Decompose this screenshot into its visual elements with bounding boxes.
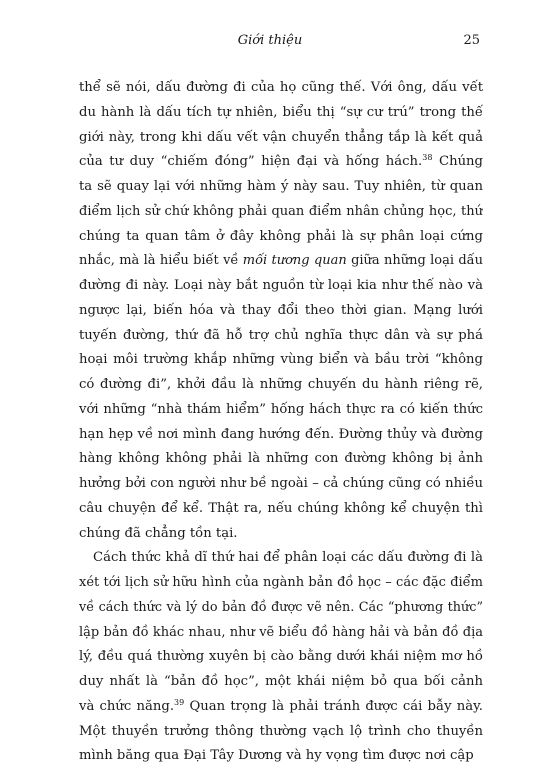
- text-line: có đường đi”, khởi đầu là những chuyến du hành riêng rẽ,: [79, 377, 483, 392]
- text-line: Cách thức khả dĩ thứ hai để phân loại các dấu đường đi là: [93, 550, 483, 566]
- text-line: du hành là dấu tích tự nhiên, biểu thị “sự cư trú” trong thế: [79, 104, 483, 120]
- text-line: nhắc, mà là hiểu biết về mối tương quan giữa những loại dấu: [79, 253, 483, 269]
- text-line: mình băng qua Đại Tây Dương và hy vọng tìm được nơi cập: [79, 748, 474, 764]
- body-text: [79, 76, 483, 769]
- text-line: hàng không không phải là những con đường không bị ảnh: [79, 451, 483, 467]
- page-number: 25: [463, 33, 480, 48]
- text-line: xét tới lịch sử hữu hình của ngành bản đồ học – các đặc điểm: [79, 575, 483, 590]
- text-line: về cách thức và lý do bản đồ được vẽ nên. Các “phương thức”: [79, 599, 483, 615]
- text-line: lập bản đồ khác nhau, như vẽ biểu đồ hàng hải và bản đồ địa: [79, 624, 483, 640]
- text-line: ngược lại, biến hóa và thay đổi theo thời gian. Mạng lưới: [79, 302, 483, 318]
- text-line: tuyến đường, thứ đã hỗ trợ chủ nghĩa thực dân và sự phá: [79, 327, 483, 343]
- emphasis: mối tương quan: [242, 253, 347, 269]
- text-line: với những “nhà thám hiểm” hống hách thực ra có kiến thức: [79, 401, 483, 417]
- footnote-ref[interactable]: 38: [422, 153, 433, 163]
- text-line: chúng ta quan tâm ở đây không phải là sự phân loại cứng: [79, 228, 483, 244]
- text-line: hoại môi trường khắp những vùng biển và bầu trời “không: [79, 352, 483, 368]
- text-line: hưởng bởi con người như bề ngoài – cả chúng cũng có nhiều: [79, 476, 483, 491]
- text-line: chúng đã chẳng tồn tại.: [79, 525, 238, 541]
- text-line: thể sẽ nói, dấu đường đi của họ cũng thế. Với ông, dấu vết: [79, 80, 483, 95]
- text-line: điểm lịch sử chứ không phải quan điểm nhân chủng học, thứ: [79, 203, 483, 219]
- text-line: câu chuyện để kể. Thật ra, nếu chúng không kể chuyện thì: [79, 500, 483, 516]
- footnote-ref[interactable]: 39: [174, 697, 185, 707]
- text-line: duy nhất là “bản đồ học”, một khái niệm bỏ qua bối cảnh: [79, 674, 483, 689]
- running-title: Giới thiệu: [237, 33, 303, 48]
- text-line: hạn hẹp về nơi mình đang hướng đến. Đường thủy và đường: [79, 426, 483, 442]
- paragraph: [79, 546, 483, 769]
- paragraph: [79, 76, 483, 546]
- text-line: của tư duy “chiếm đóng” hiện đại và hống hách.$^{38}$ Chúng: [79, 153, 483, 170]
- text-line: đường đi này. Loại này bắt nguồn từ loại kia như thế nào và: [79, 278, 483, 293]
- text-line: ta sẽ quay lại với những hàm ý này sau. Tuy nhiên, từ quan: [79, 179, 483, 194]
- text-line: Một thuyền trưởng thông thường vạch lộ trình cho thuyền: [79, 723, 483, 739]
- text-line: và chức năng.$^{39}$ Quan trọng là phải tránh được cái bẫy này.: [79, 697, 483, 714]
- running-head: [0, 30, 540, 52]
- text-line: giới này, trong khi dấu vết vận chuyển thẳng tắp là kết quả: [79, 129, 483, 145]
- text-line: lý, đều quá thường xuyên bị cào bằng dưới khái niệm mơ hồ: [79, 649, 483, 665]
